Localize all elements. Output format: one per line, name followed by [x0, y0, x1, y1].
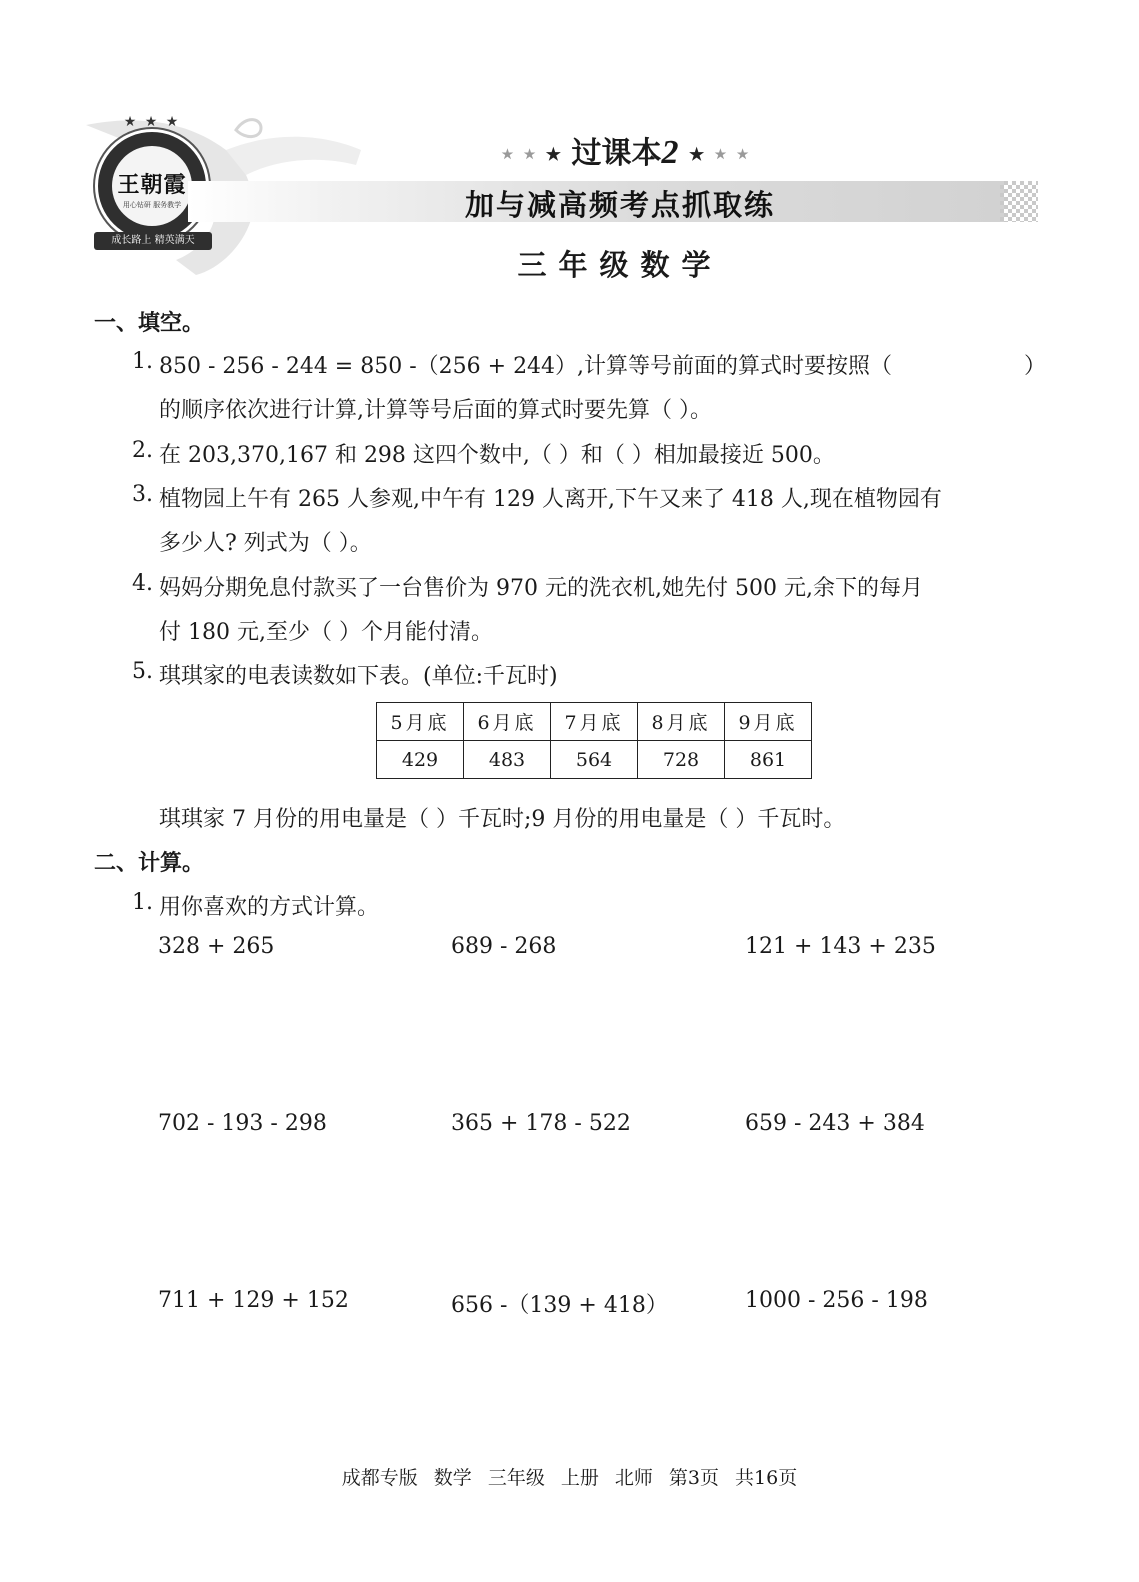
table-header-cell: 7月底: [551, 703, 638, 741]
brand-motto: 用心钻研 服务教学: [122, 201, 182, 209]
brand-name: 王朝霞: [117, 172, 187, 198]
table-header-cell: 6月底: [464, 703, 551, 741]
star-icon: ★: [545, 145, 562, 165]
table-header-cell: 8月底: [638, 703, 725, 741]
question-text: 在 203,370,167 和 298 这四个数中,（ ）和（ ）相加最接近 500。: [159, 443, 835, 468]
table-cell: 861: [725, 741, 812, 779]
calc-expression: 1000 - 256 - 198: [745, 1288, 928, 1313]
book-prefix: 过课本: [571, 136, 662, 171]
question-number: 2.: [132, 438, 153, 463]
meter-reading-table: [376, 702, 812, 779]
checker-decoration: [1000, 181, 1038, 222]
question-number: 1.: [132, 890, 153, 915]
calc-expression: 702 - 193 - 298: [158, 1111, 327, 1136]
question-number: 5.: [132, 659, 153, 684]
calc-expression: 328 + 265: [158, 934, 275, 959]
question-text: 的顺序依次进行计算,计算等号后面的算式时要先算（ ）。: [159, 398, 712, 423]
star-icon: ★: [501, 147, 514, 163]
question-number: 3.: [132, 482, 153, 507]
question-text: 用你喜欢的方式计算。: [159, 895, 380, 920]
question-number: 1.: [132, 349, 153, 374]
calc-expression: 656 -（139 + 418）: [451, 1293, 668, 1318]
table-header-cell: 5月底: [377, 703, 464, 741]
subject-title: 三年级数学: [517, 248, 723, 282]
table-header-cell: 9月底: [725, 703, 812, 741]
table-cell: 728: [638, 741, 725, 779]
star-icon: ★: [523, 147, 536, 163]
question-text: 植物园上午有 265 人参观,中午有 129 人离开,下午又来了 418 人,现在植物园有: [159, 487, 942, 512]
star-icon: ★: [688, 145, 705, 165]
calc-expression: 711 + 129 + 152: [158, 1288, 349, 1313]
table-cell: 483: [464, 741, 551, 779]
book-number: 2: [661, 134, 679, 171]
page-footer: 成都专版 数学 三年级 上册 北师 第3页 共16页: [341, 1467, 798, 1489]
brand-slogan: 成长路上 精英满天: [94, 232, 212, 250]
question-text: 付 180 元,至少（ ）个月能付清。: [159, 620, 493, 645]
calc-expression: 365 + 178 - 522: [451, 1111, 631, 1136]
calc-expression: 121 + 143 + 235: [745, 934, 936, 959]
question-text: 琪琪家的电表读数如下表。(单位:千瓦时): [159, 664, 558, 689]
question-number: 4.: [132, 571, 153, 596]
answer-blank-close: ）: [1024, 354, 1047, 379]
banner-title: 加与减高频考点抓取练: [464, 188, 775, 222]
star-icon: ★: [714, 147, 727, 163]
section-1-title: 一、填空。: [94, 311, 205, 336]
seal-stars-icon: ★ ★ ★: [123, 114, 181, 130]
star-icon: ★: [736, 147, 749, 163]
table-header-row: [377, 703, 812, 741]
question-text: 妈妈分期免息付款买了一台售价为 970 元的洗衣机,她先付 500 元,余下的每月: [159, 576, 923, 601]
section-2-title: 二、计算。: [94, 851, 205, 876]
question-text: 琪琪家 7 月份的用电量是（ ）千瓦时;9 月份的用电量是（ ）千瓦时。: [159, 807, 846, 832]
calc-expression: 659 - 243 + 384: [745, 1111, 925, 1136]
table-cell: 564: [551, 741, 638, 779]
table-row: [377, 741, 812, 779]
question-text: 多少人? 列式为（ ）。: [159, 531, 372, 556]
book-title: [500, 128, 750, 172]
question-text: 850 - 256 - 244 = 850 -（256 + 244）,计算等号前面的算式时要按照（: [159, 354, 893, 379]
calc-expression: 689 - 268: [451, 934, 557, 959]
table-cell: 429: [377, 741, 464, 779]
